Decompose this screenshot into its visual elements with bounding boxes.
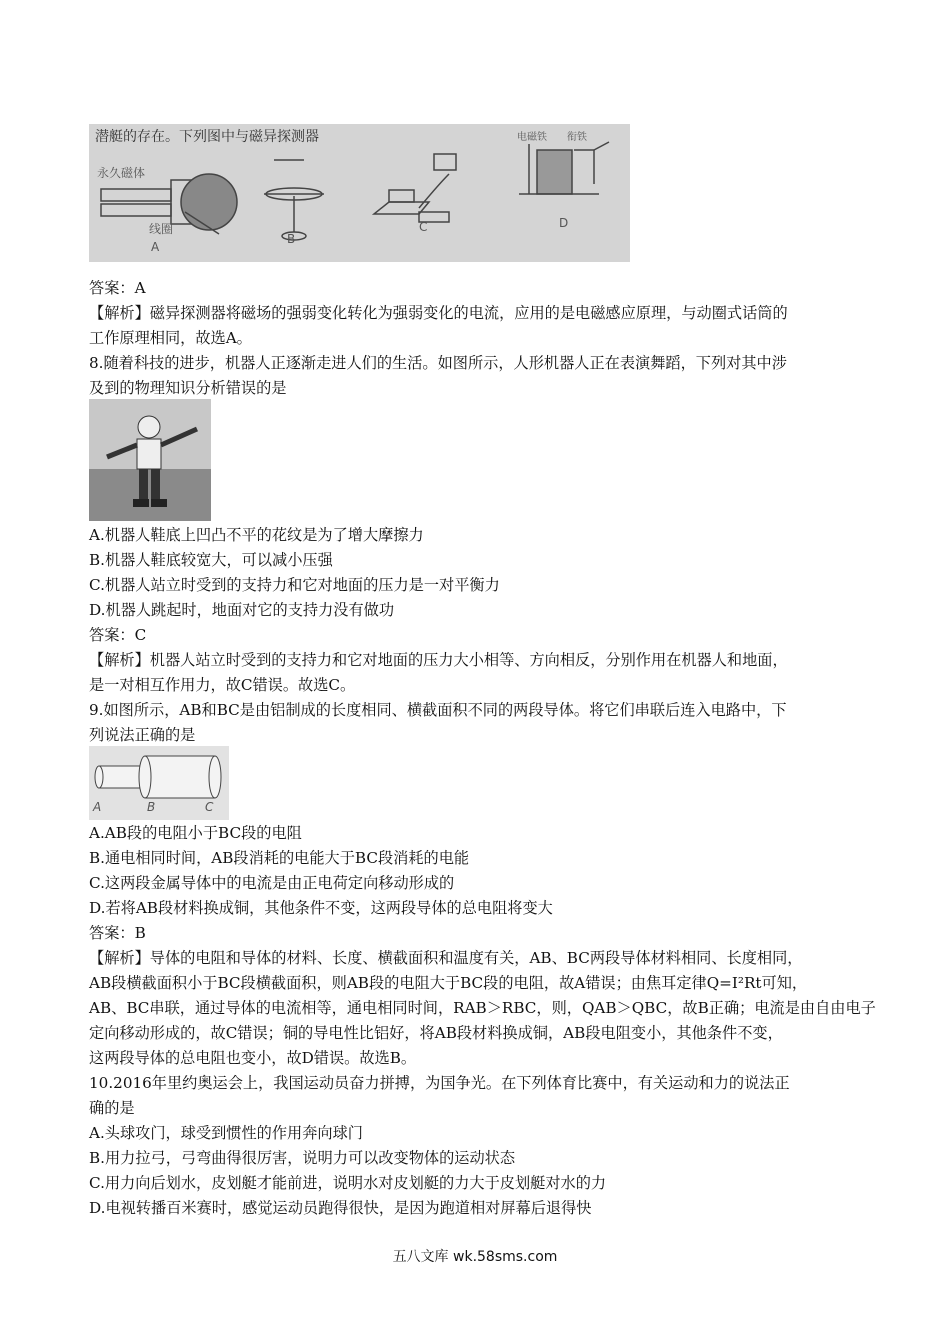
label-iron: 衔铁 <box>567 132 587 143</box>
option-label-d: D <box>559 216 569 230</box>
q8-option-d: D.机器人跳起时，地面对它的支持力没有做功 <box>89 601 395 619</box>
q8-option-c: C.机器人站立时受到的支持力和它对地面的压力是一对平衡力 <box>89 576 500 594</box>
q9-option-d: D.若将AB段材料换成铜，其他条件不变，这两段导体的总电阻将变大 <box>89 899 553 917</box>
q8-answer: 答案：C <box>89 626 147 644</box>
q9-answer: 答案：B <box>89 924 146 942</box>
q8-option-b: B.机器人鞋底较宽大，可以减小压强 <box>89 551 333 569</box>
label-electromagnet: 电磁铁 <box>517 132 547 143</box>
q8-option-a: A.机器人鞋底上凹凸不平的花纹是为了增大摩擦力 <box>89 526 424 544</box>
figure-q7-top-text: 潜艇的存在。下列图中与磁异探测器 <box>95 129 319 145</box>
q9-analysis-line-5: 这两段导体的总电阻也变小，故D错误。故选B。 <box>89 1049 417 1067</box>
q10-stem-line-2: 确的是 <box>89 1099 135 1117</box>
page-footer: 五八文库 wk.58sms.com <box>392 1249 558 1265</box>
q7-analysis-line-1: 【解析】磁异探测器将磁场的强弱变化转化为强弱变化的电流，应用的是电磁感应原理，与动圈式话筒的 <box>89 304 788 322</box>
q9-option-b: B.通电相同时间，AB段消耗的电能大于BC段消耗的电能 <box>89 849 470 867</box>
q9-stem-line-2: 列说法正确的是 <box>89 726 196 744</box>
conductor-label-a: A <box>93 800 102 814</box>
q10-option-c: C.用力向后划水，皮划艇才能前进，说明水对皮划艇的力大于皮划艇对水的力 <box>89 1174 607 1192</box>
q10-stem-line-1: 10.2016年里约奥运会上，我国运动员奋力拼搏，为国争光。在下列体育比赛中，有关运动和力的说法正 <box>89 1074 790 1092</box>
q9-analysis-line-4: 定向移动形成的，故C错误；铜的导电性比铝好，将AB段材料换成铜，AB段电阻变小，其他条件不变， <box>89 1024 783 1042</box>
q9-option-a: A.AB段的电阻小于BC段的电阻 <box>89 824 302 842</box>
option-label-a: A <box>151 240 160 254</box>
q10-option-d: D.电视转播百米赛时，感觉运动员跑得很快，是因为跑道相对屏幕后退得快 <box>89 1199 592 1217</box>
conductor-label-b: B <box>147 800 156 814</box>
figure-q7-options <box>89 124 630 262</box>
figure-q7-drawings <box>89 124 630 262</box>
q9-analysis-line-1: 【解析】导体的电阻和导体的材料、长度、横截面积和温度有关，AB、BC两段导体材料相同、长度相同， <box>89 949 803 967</box>
label-magnet: 永久磁体 <box>97 166 146 180</box>
q8-stem-line-2: 及到的物理知识分析错误的是 <box>89 379 287 397</box>
option-label-b: B <box>287 232 296 246</box>
relay-drawing <box>519 142 609 194</box>
q10-option-b: B.用力拉弓，弓弯曲得很厉害，说明力可以改变物体的运动状态 <box>89 1149 516 1167</box>
robot-photo <box>89 399 211 521</box>
q8-analysis-line-1: 【解析】机器人站立时受到的支持力和它对地面的压力大小相等、方向相反，分别作用在机器人和地面， <box>89 651 788 669</box>
q8-stem-line-1: 8.随着科技的进步，机器人正逐渐走进人们的生活。如图所示，人形机器人正在表演舞蹈，下列对其中涉 <box>89 354 787 372</box>
q9-stem-line-1: 9.如图所示，AB和BC是由铝制成的长度相同、横截面积不同的两段导体。将它们串联后连入电路中，下 <box>89 701 787 719</box>
q10-option-a: A.头球攻门，球受到惯性的作用奔向球门 <box>89 1124 363 1142</box>
q7-analysis-line-2: 工作原理相同，故选A。 <box>89 329 252 347</box>
robot-figure <box>89 399 211 521</box>
q9-option-c: C.这两段金属导体中的电流是由正电荷定向移动形成的 <box>89 874 455 892</box>
q8-analysis-line-2: 是一对相互作用力，故C错误。故选C。 <box>89 676 356 694</box>
apparatus-drawing <box>374 154 456 222</box>
q7-answer: 答案：A <box>89 279 146 297</box>
option-label-c: C <box>419 220 428 234</box>
conductor-label-c: C <box>205 800 214 814</box>
q9-analysis-line-3: AB、BC串联，通过导体的电流相等，通电相同时间，RAB＞RBC，则，QAB＞QBC，故B正确；电流是由自由电子 <box>89 999 876 1017</box>
coil-stand-drawing <box>264 160 324 240</box>
q9-analysis-line-2: AB段横截面积小于BC段横截面积，则AB段的电阻大于BC段的电阻，故A错误；由焦耳定律Q=I²Rt可知， <box>89 974 808 992</box>
label-coil: 线圈 <box>149 222 174 236</box>
conductor-figure <box>89 746 229 820</box>
